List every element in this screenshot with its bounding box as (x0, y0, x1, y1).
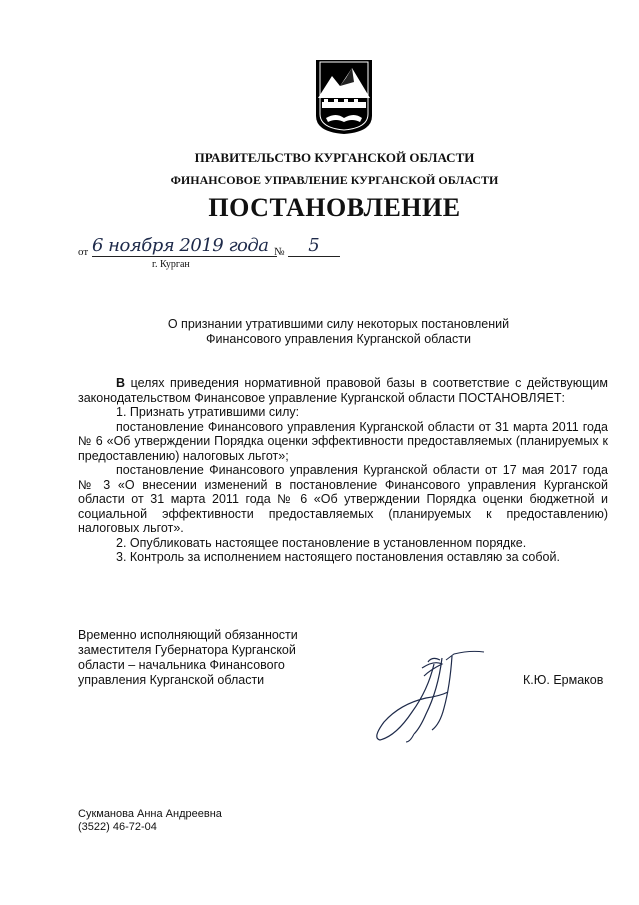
document-type-heading: ПОСТАНОВЛЕНИЕ (208, 193, 461, 222)
position-line: заместителя Губернатора Курганской (78, 643, 296, 657)
position-line: управления Курганской области (78, 673, 265, 687)
signatory-position (78, 628, 298, 688)
coat-of-arms-icon (314, 58, 374, 136)
executor-name: Сукманова Анна Андреевна (78, 808, 222, 820)
org-title-line2: ФИНАНСОВОЕ УПРАВЛЕНИЕ КУРГАНСКОЙ ОБЛАСТИ (170, 173, 499, 187)
org-title-line1: ПРАВИТЕЛЬСТВО КУРГАНСКОЙ ОБЛАСТИ (194, 150, 475, 165)
date-prefix-label: от (78, 246, 89, 258)
document-number: 5 (288, 236, 340, 257)
position-line: Временно исполняющий обязанности (78, 628, 298, 642)
signatory-name: К.Ю. Ермаков (523, 673, 604, 687)
lead-word: В (116, 376, 126, 390)
subject-line2: Финансового управления Курганской области (206, 332, 471, 346)
position-line: области – начальника Финансового (78, 658, 285, 672)
handwritten-signature (370, 650, 490, 745)
number-label: № (274, 246, 285, 258)
subject-line1: О признании утратившими силу некоторых постановлений (167, 317, 510, 331)
document-date-row (78, 235, 378, 270)
document-date: 6 ноября 2019 года (92, 236, 277, 257)
body-paragraph (78, 376, 608, 405)
document-body (78, 376, 608, 565)
executor-info (78, 808, 222, 834)
document-city: г. Курган (152, 259, 190, 270)
body-paragraph: 3. Контроль за исполнением настоящего постановления оставляю за собой. (116, 550, 560, 564)
executor-phone: (3522) 46-72-04 (78, 821, 157, 833)
body-paragraph: постановление Финансового управления Курганской области от 31 марта 2011 года № 6 «Об утверждении Порядка оценки эффективности предоставляемых (планируемых к предоставлению) налоговых льгот»; (78, 419, 608, 463)
body-text: целях приведения нормативной правовой базы в соответствие с действующим законодательством Финансовое управление Курганской области ПОСТАНОВЛЯЕТ: (78, 376, 608, 405)
body-paragraph: постановление Финансового управления Курганской области от 17 мая 2017 года № 3 «О внесении изменений в постановление Финансового управления Курганской области от 31 марта 2011 года № 6 «Об утверждении Порядка оценки бюджетной и социальной эффективности предоставляемых (планируемых к предоставлению) налоговых льгот». (78, 463, 608, 535)
body-paragraph: 2. Опубликовать настоящее постановление в установленном порядке. (116, 535, 527, 550)
document-subject (0, 317, 639, 347)
body-paragraph: 1. Признать утратившими силу: (116, 405, 300, 419)
